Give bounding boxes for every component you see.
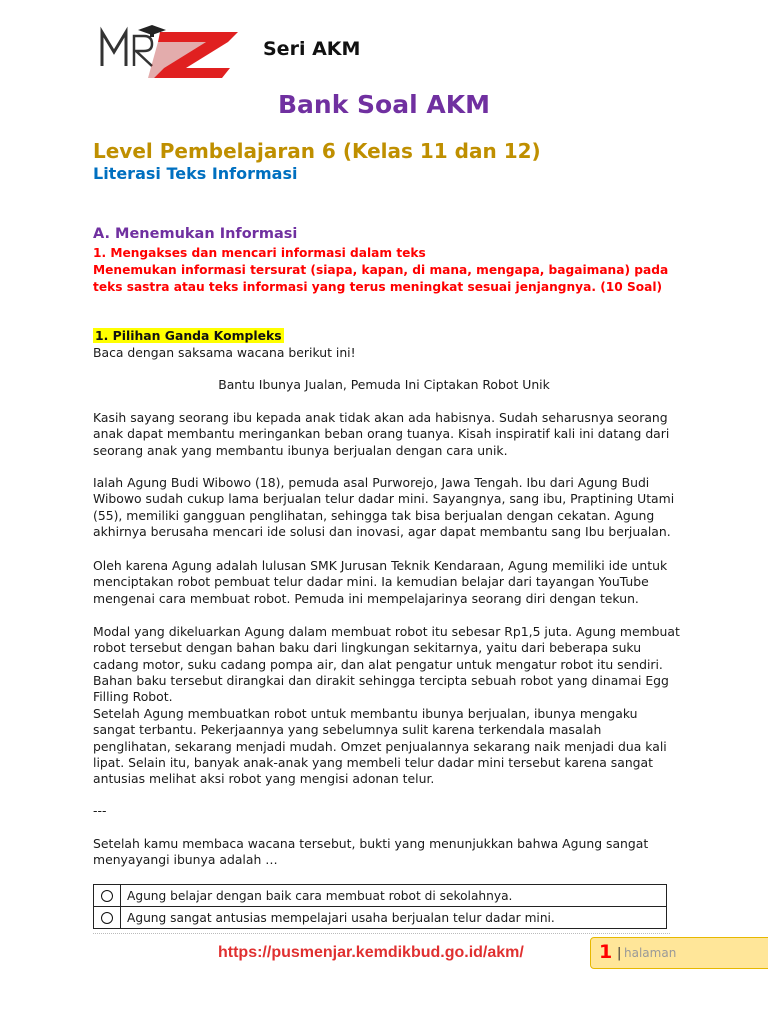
logo xyxy=(98,22,240,80)
page-separator: | xyxy=(617,946,622,961)
page-number: 1 xyxy=(599,941,613,963)
section-subheading: 1. Mengakses dan mencari informasi dalam teks xyxy=(93,246,426,260)
options-table xyxy=(93,884,667,929)
series-label: Seri AKM xyxy=(263,38,361,60)
page-title: Bank Soal AKM xyxy=(278,90,490,119)
instruction-text: Baca dengan saksama wacana berikut ini! xyxy=(93,345,356,360)
paragraph-1: Kasih sayang seorang ibu kepada anak tidak akan ada habisnya. Sudah seharusnya seorang anak dapat membantu meringankan beban orang tuanya. Kisah inspiratif kali ini datang dari seorang anak yang membantu ibunya berjualan dengan cara unik. xyxy=(93,410,670,458)
option-text: Agung sangat antusias mempelajari usaha berjualan telur dadar mini. xyxy=(121,907,667,929)
radio-circle-icon[interactable] xyxy=(101,890,113,902)
option-text: Agung belajar dengan baik cara membuat robot di sekolahnya. xyxy=(121,885,667,907)
radio-option-1[interactable] xyxy=(94,885,121,907)
option-row[interactable] xyxy=(94,885,667,907)
option-row[interactable] xyxy=(94,907,667,929)
level-heading: Level Pembelajaran 6 (Kelas 11 dan 12) xyxy=(93,139,541,163)
literasi-heading: Literasi Teks Informasi xyxy=(93,164,298,183)
paragraph-5: Setelah Agung membuatkan robot untuk membantu ibunya berjualan, ibunya mengaku sangat terbantu. Pekerjaannya yang sebelumnya sulit karena terkendala masalah penglihatan, sekarang menjadi mudah. Omzet penjualannya sekarang naik menjadi dua kali lipat. Selain itu, banyak anak-anak yang membeli telur dadar mini tersebut karena sangat antusias melihat aksi robot yang mengisi adonan telur. xyxy=(93,706,667,787)
paragraph-2: Ialah Agung Budi Wibowo (18), pemuda asal Purworejo, Jawa Tengah. Ibu dari Agung Budi Wibowo sudah cukup lama berjualan telur dadar mini. Sayangnya, sang ibu, Praptining Utami (55), memiliki gangguan penglihatan, sehingga tak bisa berjualan dengan cekatan. Agung akhirnya berusaha mencari ide solusi dan inovasi, agar dapat membantu sang Ibu berjualan. xyxy=(93,475,675,539)
paragraph-4: Modal yang dikeluarkan Agung dalam membuat robot itu sebesar Rp1,5 juta. Agung membuat robot tersebut dengan bahan baku dari lingkungan sekitarnya, yaitu dari beberapa suku cadang motor, suku cadang pompa air, dan alat pengatur untuk mengatur robot itu sendiri. Bahan baku tersebut dirangkai dan dirakit sehingga tercipta sebuah robot yang dinamai Egg Filling Robot. xyxy=(93,624,680,705)
radio-circle-icon[interactable] xyxy=(101,912,113,924)
footer-url-link[interactable]: https://pusmenjar.kemdikbud.go.id/akm/ xyxy=(218,944,524,961)
page-label: halaman xyxy=(624,946,677,960)
section-heading: A. Menemukan Informasi xyxy=(93,226,298,242)
radio-option-2[interactable] xyxy=(94,907,121,929)
footer-divider xyxy=(93,933,670,934)
question-heading: 1. Pilihan Ganda Kompleks xyxy=(95,328,282,343)
separator-text: --- xyxy=(93,803,107,818)
question-prompt: Setelah kamu membaca wacana tersebut, bukti yang menunjukkan bahwa Agung sangat menyayangi ibunya adalah … xyxy=(93,836,649,868)
paragraph-3: Oleh karena Agung adalah lulusan SMK Jurusan Teknik Kendaraan, Agung memiliki ide untuk menciptakan robot pembuat telur dadar mini. Ia kemudian belajar dari tayangan YouTube mengenai cara membuat robot. Pemuda ini mempelajarinya seorang diri dengan tekun. xyxy=(93,558,668,606)
section-description: Menemukan informasi tersurat (siapa, kapan, di mana, mengapa, bagaimana) pada teks sastra atau teks informasi yang terus meningkat sesuai jenjangnya. (10 Soal) xyxy=(93,263,669,294)
reading-title: Bantu Ibunya Jualan, Pemuda Ini Ciptakan Robot Unik xyxy=(218,377,550,392)
